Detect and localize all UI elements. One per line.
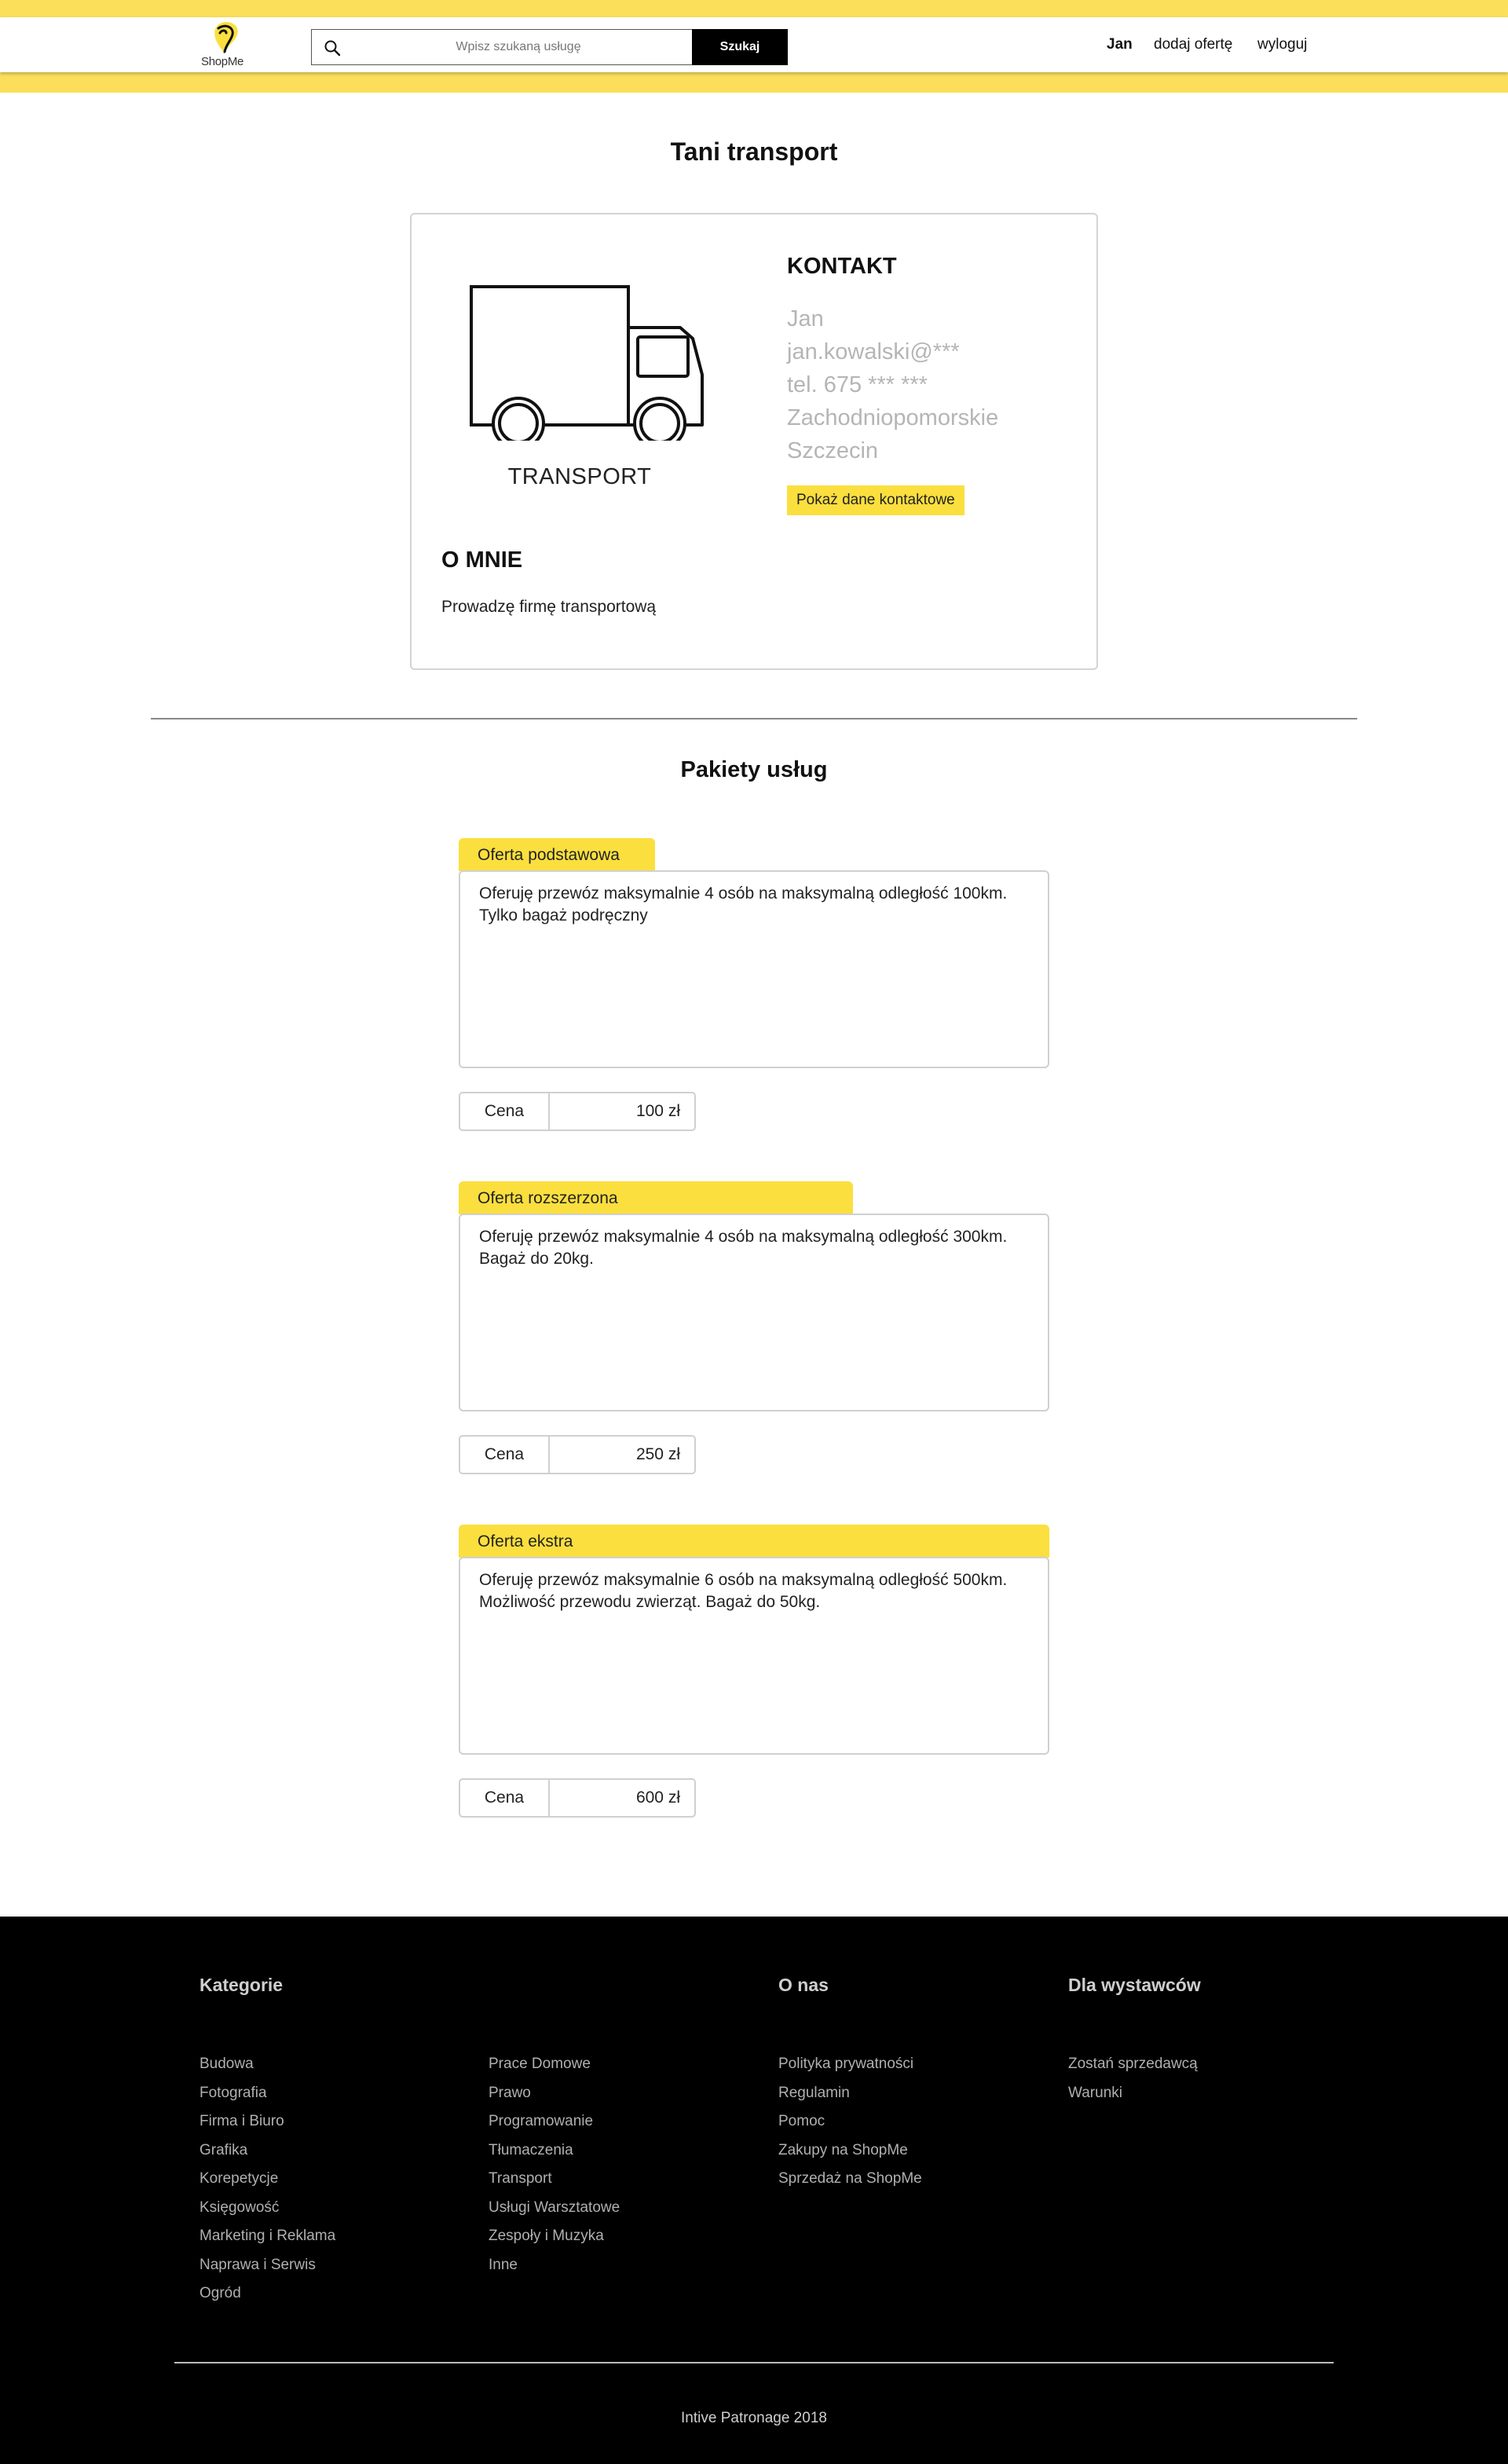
footer-link[interactable]: Transport bbox=[489, 2170, 552, 2187]
contact-region: Zachodniopomorskie bbox=[787, 405, 999, 430]
package-description bbox=[459, 870, 1049, 1068]
package-description-line: Tylko bagaż podręczny bbox=[479, 906, 648, 924]
profile-card bbox=[410, 213, 1098, 670]
footer-link[interactable]: Regulamin bbox=[778, 2084, 850, 2101]
packages-title: Pakiety usług bbox=[680, 757, 828, 782]
package-tab-basic[interactable]: Oferta podstawowa bbox=[459, 838, 655, 871]
site-footer bbox=[0, 1917, 1508, 2464]
contact-city: Szczecin bbox=[787, 438, 879, 463]
header-accent-strip bbox=[0, 0, 1508, 17]
header-accent-strip-bottom bbox=[0, 72, 1508, 93]
price-label: Cena bbox=[460, 1780, 550, 1816]
search-input[interactable] bbox=[350, 30, 687, 64]
search-icon[interactable] bbox=[323, 38, 342, 57]
contact-details bbox=[787, 302, 998, 467]
site-header bbox=[0, 17, 1508, 72]
footer-link[interactable]: Prawo bbox=[489, 2084, 531, 2101]
category-label: TRANSPORT bbox=[507, 464, 652, 489]
footer-link[interactable]: Pomoc bbox=[778, 2113, 825, 2129]
footer-link[interactable]: Usługi Warsztatowe bbox=[489, 2199, 620, 2216]
price-box bbox=[459, 1092, 696, 1131]
footer-link[interactable]: Polityka prywatności bbox=[778, 2056, 914, 2072]
about-text: Prowadzę firmę transportową bbox=[441, 598, 657, 616]
contact-email: jan.kowalski@*** bbox=[787, 339, 960, 364]
footer-heading-about: O nas bbox=[778, 1975, 829, 1995]
price-label: Cena bbox=[460, 1093, 550, 1129]
footer-about-links bbox=[778, 2050, 922, 2194]
search-button[interactable]: Szukaj bbox=[692, 29, 788, 65]
price-box bbox=[459, 1778, 696, 1818]
footer-heading-categories: Kategorie bbox=[199, 1975, 284, 1995]
package-description bbox=[459, 1557, 1049, 1755]
price-value: 600 zł bbox=[635, 1789, 680, 1807]
package-description-line: Oferuję przewóz maksymalnie 6 osób na maksymalną odległość 500km. bbox=[479, 1571, 1008, 1589]
footer-link[interactable]: Inne bbox=[489, 2256, 518, 2273]
contact-name: Jan bbox=[787, 306, 824, 331]
copyright-text: Intive Patronage 2018 bbox=[681, 2410, 827, 2426]
footer-categories-col1 bbox=[199, 2050, 335, 2308]
package-description-line: Możliwość przewodu zwierząt. Bagaż do 50kg. bbox=[479, 1593, 821, 1611]
footer-link[interactable]: Grafika bbox=[199, 2141, 248, 2158]
footer-link[interactable]: Ogród bbox=[199, 2285, 241, 2301]
logo-text: ShopMe bbox=[201, 55, 244, 68]
footer-link[interactable]: Fotografia bbox=[199, 2084, 267, 2101]
footer-link[interactable]: Firma i Biuro bbox=[199, 2113, 284, 2129]
footer-sellers-links bbox=[1068, 2050, 1198, 2107]
show-contact-button[interactable]: Pokaż dane kontaktowe bbox=[787, 485, 964, 515]
footer-link[interactable]: Prace Domowe bbox=[489, 2056, 591, 2072]
contact-phone: tel. 675 *** *** bbox=[787, 372, 928, 397]
price-box bbox=[459, 1435, 696, 1474]
package-description-line: Oferuję przewóz maksymalnie 4 osób na maksymalną odległość 100km. bbox=[479, 884, 1008, 902]
footer-link[interactable]: Tłumaczenia bbox=[489, 2141, 573, 2158]
nav-user-link[interactable]: Jan bbox=[1107, 36, 1133, 53]
package-description-line: Bagaż do 20kg. bbox=[479, 1250, 594, 1268]
footer-link[interactable]: Budowa bbox=[199, 2056, 254, 2072]
shopme-logo-icon bbox=[198, 20, 254, 57]
contact-title: KONTAKT bbox=[787, 254, 897, 279]
footer-link[interactable]: Programowanie bbox=[489, 2113, 594, 2129]
section-divider bbox=[151, 718, 1357, 719]
nav-add-offer-link[interactable]: dodaj ofertę bbox=[1154, 36, 1233, 53]
truck-icon bbox=[468, 284, 707, 441]
footer-link[interactable]: Naprawa i Serwis bbox=[199, 2256, 316, 2273]
page-title: Tani transport bbox=[670, 137, 838, 166]
footer-categories-col2 bbox=[489, 2050, 620, 2279]
package-description-line: Oferuję przewóz maksymalnie 4 osób na maksymalną odległość 300km. bbox=[479, 1228, 1008, 1246]
shopme-logo[interactable] bbox=[198, 20, 254, 69]
footer-link[interactable]: Zespoły i Muzyka bbox=[489, 2228, 604, 2244]
footer-link[interactable]: Zakupy na ShopMe bbox=[778, 2141, 908, 2158]
footer-link[interactable]: Marketing i Reklama bbox=[199, 2228, 336, 2244]
search-bar bbox=[311, 29, 693, 65]
footer-divider bbox=[174, 2362, 1334, 2363]
price-value: 100 zł bbox=[635, 1102, 680, 1120]
package-tab-extended[interactable]: Oferta rozszerzona bbox=[459, 1181, 853, 1214]
footer-link[interactable]: Warunki bbox=[1068, 2084, 1122, 2101]
nav-logout-link[interactable]: wyloguj bbox=[1257, 36, 1308, 53]
about-title: O MNIE bbox=[441, 547, 523, 573]
footer-heading-sellers: Dla wystawców bbox=[1068, 1975, 1201, 1995]
footer-link[interactable]: Korepetycje bbox=[199, 2170, 279, 2187]
package-description bbox=[459, 1214, 1049, 1411]
footer-link[interactable]: Księgowość bbox=[199, 2199, 280, 2216]
package-tab-extra[interactable]: Oferta ekstra bbox=[459, 1525, 1049, 1558]
footer-link[interactable]: Sprzedaż na ShopMe bbox=[778, 2170, 922, 2187]
price-value: 250 zł bbox=[635, 1445, 680, 1463]
footer-link[interactable]: Zostań sprzedawcą bbox=[1068, 2056, 1198, 2072]
price-label: Cena bbox=[460, 1437, 550, 1473]
